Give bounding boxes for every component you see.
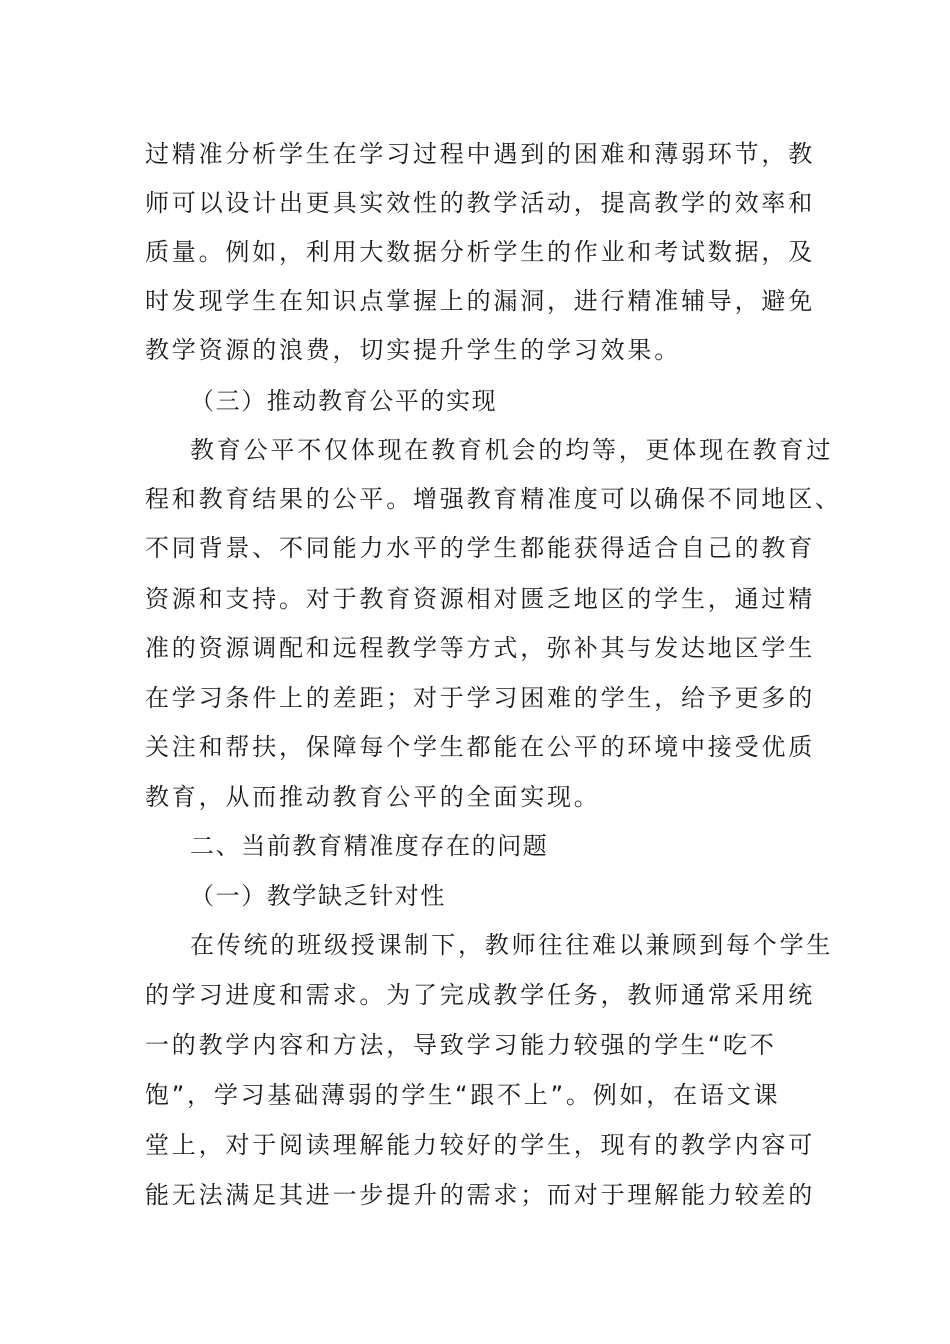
paragraph-line: 在学习条件上的差距；对于学习困难的学生，给予更多的 [145, 684, 815, 712]
paragraph-line: 在传统的班级授课制下，教师往往难以兼顾到每个学生 [190, 931, 834, 959]
paragraph-line: 教学资源的浪费，切实提升学生的学习效果。 [145, 336, 681, 364]
paragraph-line: 资源和支持。对于教育资源相对匮乏地区的学生，通过精 [145, 585, 815, 613]
section-subheading-3: （三）推动教育公平的实现 [190, 387, 498, 415]
paragraph-line: 过精准分析学生在学习过程中遇到的困难和薄弱环节，教 [145, 140, 815, 168]
paragraph-line: 教育，从而推动教育公平的全面实现。 [145, 783, 601, 811]
paragraph-line: 一的教学内容和方法，导致学习能力较强的学生“吃不 [145, 1031, 777, 1059]
section-subheading-1: （一）教学缺乏针对性 [190, 882, 446, 910]
paragraph-line: 时发现学生在知识点掌握上的漏洞，进行精准辅导，避免 [145, 287, 815, 315]
paragraph-line: 堂上，对于阅读理解能力较好的学生，现有的教学内容可 [145, 1131, 815, 1159]
paragraph-line: 饱”，学习基础薄弱的学生“跟不上”。例如，在语文课 [145, 1081, 781, 1109]
paragraph-line: 教育公平不仅体现在教育机会的均等，更体现在教育过 [190, 436, 834, 464]
section-heading-2: 二、当前教育精准度存在的问题 [190, 832, 549, 860]
paragraph-line: 能无法满足其进一步提升的需求；而对于理解能力较差的 [145, 1181, 815, 1209]
paragraph-line: 程和教育结果的公平。增强教育精准度可以确保不同地区、 [145, 485, 842, 513]
paragraph-line: 质量。例如，利用大数据分析学生的作业和考试数据，及 [145, 238, 815, 266]
paragraph-line: 准的资源调配和远程教学等方式，弥补其与发达地区学生 [145, 634, 815, 662]
paragraph-line: 关注和帮扶，保障每个学生都能在公平的环境中接受优质 [145, 733, 815, 761]
paragraph-line: 的学习进度和需求。为了完成教学任务，教师通常采用统 [145, 981, 815, 1009]
paragraph-line: 师可以设计出更具实效性的教学活动，提高教学的效率和 [145, 189, 815, 217]
paragraph-line: 不同背景、不同能力水平的学生都能获得适合自己的教育 [145, 534, 815, 562]
